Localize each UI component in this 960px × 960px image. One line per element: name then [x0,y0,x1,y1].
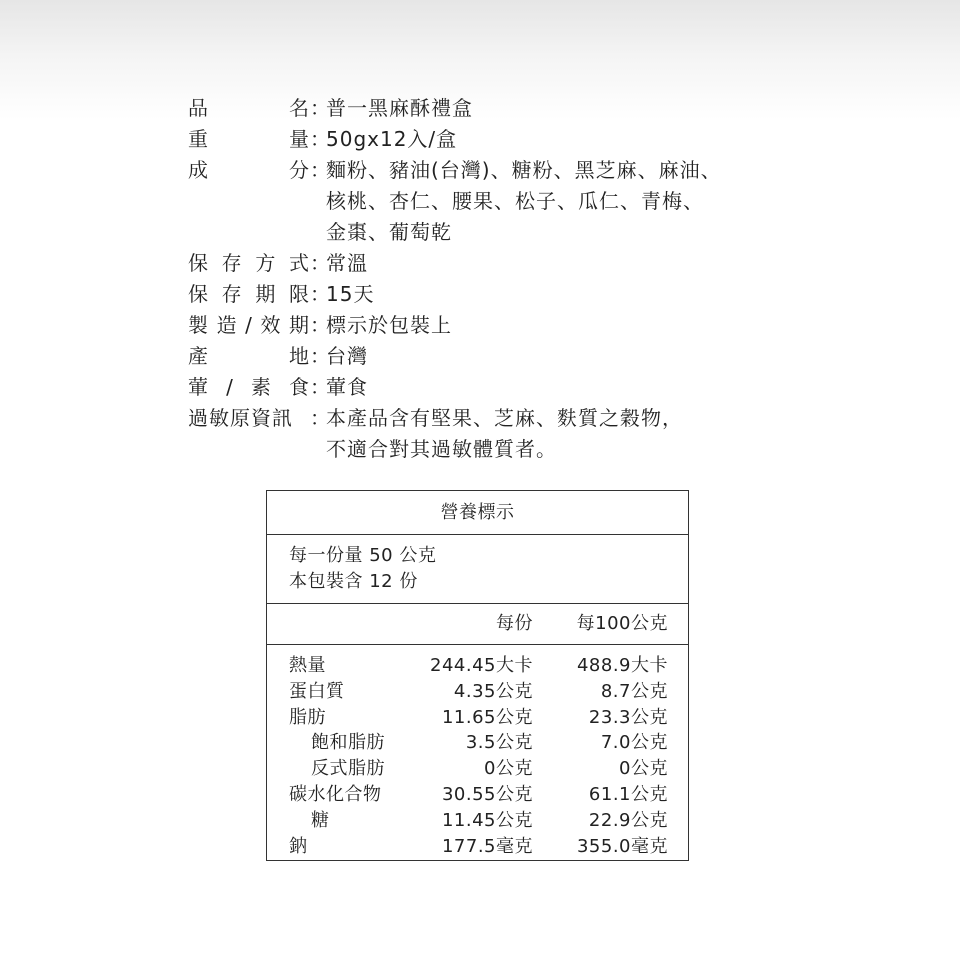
nutrient-per-serving: 244.45大卡 [430,655,533,676]
nutrient-name: 糖 [311,809,330,831]
nutrient-per-100g: 22.9公克 [588,809,668,831]
nutrient-name: 碳水化合物 [289,783,382,805]
info-label-char: 效 [260,313,282,337]
info-value-line: 本產品含有堅果、芝麻、麩質之穀物， [326,406,683,430]
info-value-line: 15天 [326,282,375,306]
info-colon: ： [310,158,331,182]
nutrition-row [267,653,688,679]
info-label-char: 期 [255,282,277,306]
info-row [188,248,756,279]
info-label-char: 素 [250,375,272,399]
info-value-line: 金棗、葡萄乾 [326,220,452,244]
info-value [326,372,756,403]
info-row [188,124,756,155]
info-label-char: 存 [221,251,243,275]
info-row [188,93,756,124]
info-label-char: 量 [289,127,310,151]
nutrient-per-serving: 3.5公克 [465,732,533,754]
info-value-line: 50gx12入/盒 [326,127,458,151]
nutrient-per-serving: 177.5毫克 [441,835,533,857]
nutrient-per-serving: 11.65公克 [441,706,533,728]
info-value [326,310,756,341]
info-label-char: 保 [188,251,209,275]
nutrition-row [267,705,688,731]
serving-size: 每一份量 50 公克 [289,545,437,566]
info-value-line: 不適合對其過敏體質者。 [326,437,557,461]
info-label [188,155,310,186]
info-label-char: 地 [289,344,310,368]
info-value-line: 台灣 [326,344,368,368]
nutrition-table [266,490,689,861]
info-label-char: 食 [288,375,310,399]
info-value [326,279,756,310]
info-value-line: 麵粉、豬油(台灣)、糖粉、黑芝麻、麻油、 [326,158,722,182]
info-label-char: 製 [188,313,209,337]
nutrition-row [267,730,688,756]
header-per-100g: 每100公克 [576,613,668,634]
nutrient-per-100g: 8.7公克 [600,680,668,702]
info-row [188,372,756,403]
info-value [326,341,756,372]
info-label-char: 品 [188,96,209,120]
nutrition-row [267,756,688,782]
info-colon: ： [310,375,331,399]
header-per-serving: 每份 [496,613,533,634]
nutrition-row [267,808,688,834]
nutrition-title: 營養標示 [267,491,688,535]
nutrient-per-serving: 4.35公克 [453,680,533,702]
info-value-line: 普一黑麻酥禮盒 [326,96,473,120]
nutrient-name: 飽和脂肪 [311,732,385,754]
info-colon: ： [310,96,331,120]
nutrition-rows [267,645,688,859]
info-label [188,372,310,403]
nutrition-row [267,782,688,808]
nutrient-per-serving: 11.45公克 [441,809,533,831]
info-row [188,341,756,372]
info-value [326,248,756,279]
serving-info [267,535,688,604]
info-colon: ： [310,344,331,368]
nutrient-name: 鈉 [289,835,308,857]
nutrition-row [267,679,688,705]
nutrient-name: 反式脂肪 [311,758,385,780]
info-label-char: / [226,375,234,399]
info-label-char: 重 [188,127,209,151]
info-label-char: 過敏原資訊 [188,406,293,430]
info-label [188,403,310,434]
info-row [188,310,756,341]
info-colon: ： [310,282,331,306]
info-label-char: 限 [288,282,310,306]
info-colon: ： [310,127,331,151]
info-value-line: 核桃、杏仁、腰果、松子、瓜仁、青梅、 [326,189,704,213]
info-row [188,403,756,465]
info-label-char: / [245,313,253,337]
info-label [188,124,310,155]
info-value-line: 標示於包裝上 [326,313,452,337]
info-label [188,248,310,279]
nutrient-per-100g: 23.3公克 [588,706,668,728]
info-label-char: 造 [216,313,238,337]
info-label [188,279,310,310]
nutrient-name: 脂肪 [289,706,326,728]
nutrition-row [267,834,688,860]
nutrient-per-100g: 488.9大卡 [576,655,668,676]
info-value [326,93,756,124]
info-label-char: 產 [188,344,209,368]
nutrient-per-100g: 7.0公克 [600,732,668,754]
info-colon: ： [310,406,331,430]
product-info-list [188,93,756,465]
info-label-char: 葷 [188,375,209,399]
nutrient-per-100g: 0公克 [619,758,668,780]
nutrient-per-100g: 61.1公克 [588,783,668,805]
info-colon: ： [310,313,331,337]
info-label-char: 方 [255,251,277,275]
nutrient-name: 熱量 [289,655,326,676]
info-label-char: 期 [289,313,310,337]
info-label-char: 名 [289,96,310,120]
info-label [188,93,310,124]
info-value-line: 常溫 [326,251,368,275]
servings-per-pack: 本包裝含 12 份 [289,571,418,592]
info-label-char: 式 [288,251,310,275]
info-value [326,403,756,465]
info-label-char: 分 [289,158,310,182]
info-row [188,279,756,310]
info-label-char: 保 [188,282,209,306]
nutrient-name: 蛋白質 [289,680,345,702]
info-label [188,341,310,372]
nutrient-per-serving: 0公克 [484,758,533,780]
nutrient-per-serving: 30.55公克 [441,783,533,805]
nutrient-per-100g: 355.0毫克 [576,835,668,857]
info-value-line: 葷食 [326,375,368,399]
info-label [188,310,310,341]
info-row [188,155,756,248]
info-value [326,155,756,248]
nutrition-header [267,604,688,645]
info-value [326,124,756,155]
info-label-char: 成 [188,158,209,182]
info-label-char: 存 [221,282,243,306]
info-colon: ： [310,251,331,275]
